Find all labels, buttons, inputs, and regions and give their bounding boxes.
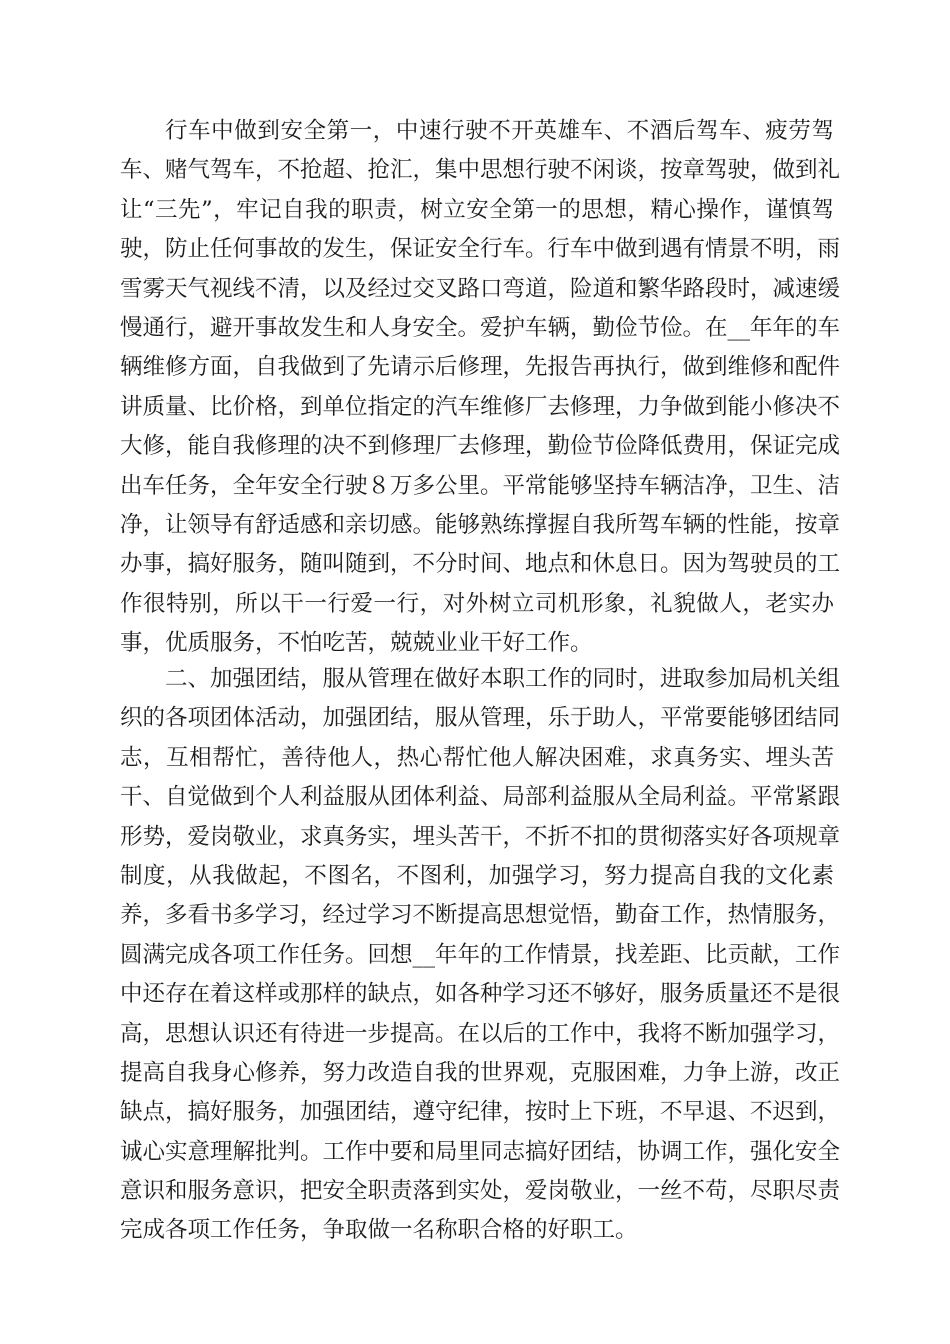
paragraph-line: 出车任务，全年安全行驶８万多公里。平常能够坚持车辆洁净，卫生、洁	[120, 472, 841, 499]
paragraph-line: 办事，搞好服务，随叫随到，不分时间、地点和休息日。因为驾驶员的工	[120, 551, 841, 578]
paragraph-line: 中还存在着这样或那样的缺点，如各种学习还不够好，服务质量还不是很	[120, 981, 841, 1008]
paragraph-line: 完成各项工作任务，争取做一名称职合格的好职工。	[120, 1217, 638, 1244]
paragraph-line: 制度，从我做起，不图名，不图利，加强学习，努力提高自我的文化素	[120, 862, 834, 889]
paragraph-line: 作很特别，所以干一行爱一行，对外树立司机形象，礼貌做人，老实办	[120, 590, 834, 617]
paragraph-line: 织的各项团体活动，加强团结，服从管理，乐于助人，平常要能够团结同	[120, 705, 841, 732]
paragraph-line: 事，优质服务，不怕吃苦，兢兢业业干好工作。	[120, 630, 593, 657]
paragraph-line: 辆维修方面，自我做到了先请示后修理，先报告再执行，做到维修和配件	[120, 354, 841, 381]
paragraph-line: 慢通行，避开事故发生和人身安全。爱护车辆，勤俭节俭。在__年年的车	[120, 314, 841, 341]
paragraph-line: 提高自我身心修养，努力改造自我的世界观，克服困难，力争上游，改正	[120, 1059, 841, 1086]
paragraph-line: 讲质量、比价格，到单位指定的汽车维修厂去修理，力争做到能小修决不	[120, 393, 841, 420]
paragraph-line: 圆满完成各项工作任务。回想__年年的工作情景，找差距、比贡献，工作	[120, 941, 841, 968]
paragraph-line: 大修，能自我修理的决不到修理厂去修理，勤俭节俭降低费用，保证完成	[120, 433, 841, 460]
paragraph-line: 缺点，搞好服务，加强团结，遵守纪律，按时上下班，不早退、不迟到，	[120, 1099, 841, 1126]
paragraph-line: 形势，爱岗敬业，求真务实，埋头苦干，不折不扣的贯彻落实好各项规章	[120, 823, 841, 850]
paragraph-line: 意识和服务意识，把安全职责落到实处，爱岗敬业，一丝不苟，尽职尽责	[120, 1178, 841, 1205]
paragraph-line: 净，让领导有舒适感和亲切感。能够熟练撑握自我所驾车辆的性能，按章	[120, 511, 841, 538]
paragraph-line: 行车中做到安全第一，中速行驶不开英雄车、不酒后驾车、疲劳驾	[165, 118, 834, 144]
paragraph-teamwork	[120, 660, 841, 1251]
paragraph-line: 干、自觉做到个人利益服从团体利益、局部利益服从全局利益。平常紧跟	[120, 784, 841, 811]
paragraph-line: 高，思想认识还有待进一步提高。在以后的工作中，我将不断加强学习，	[120, 1020, 841, 1047]
paragraph-line: 车、赌气驾车，不抢超、抢汇，集中思想行驶不闲谈，按章驾驶，做到礼	[120, 157, 841, 184]
paragraph-line: 二、加强团结，服从管理在做好本职工作的同时，进取参加局机关组	[165, 666, 841, 692]
paragraph-line: 志，互相帮忙，善待他人，热心帮忙他人解决困难，求真务实、埋头苦	[120, 744, 834, 771]
paragraph-driving-safety	[120, 112, 841, 663]
paragraph-line: 驶，防止任何事故的发生，保证安全行车。行车中做到遇有情景不明，雨	[120, 236, 841, 263]
paragraph-line: 让“三先”，牢记自我的职责，树立安全第一的思想，精心操作，谨慎驾	[120, 196, 834, 223]
paragraph-line: 养，多看书多学习，经过学习不断提高思想觉悟，勤奋工作，热情服务，	[120, 902, 841, 929]
paragraph-line: 雪雾天气视线不清，以及经过交叉路口弯道，险道和繁华路段时，减速缓	[120, 275, 841, 302]
paragraph-line: 诚心实意理解批判。工作中要和局里同志搞好团结，协调工作，强化安全	[120, 1138, 841, 1165]
